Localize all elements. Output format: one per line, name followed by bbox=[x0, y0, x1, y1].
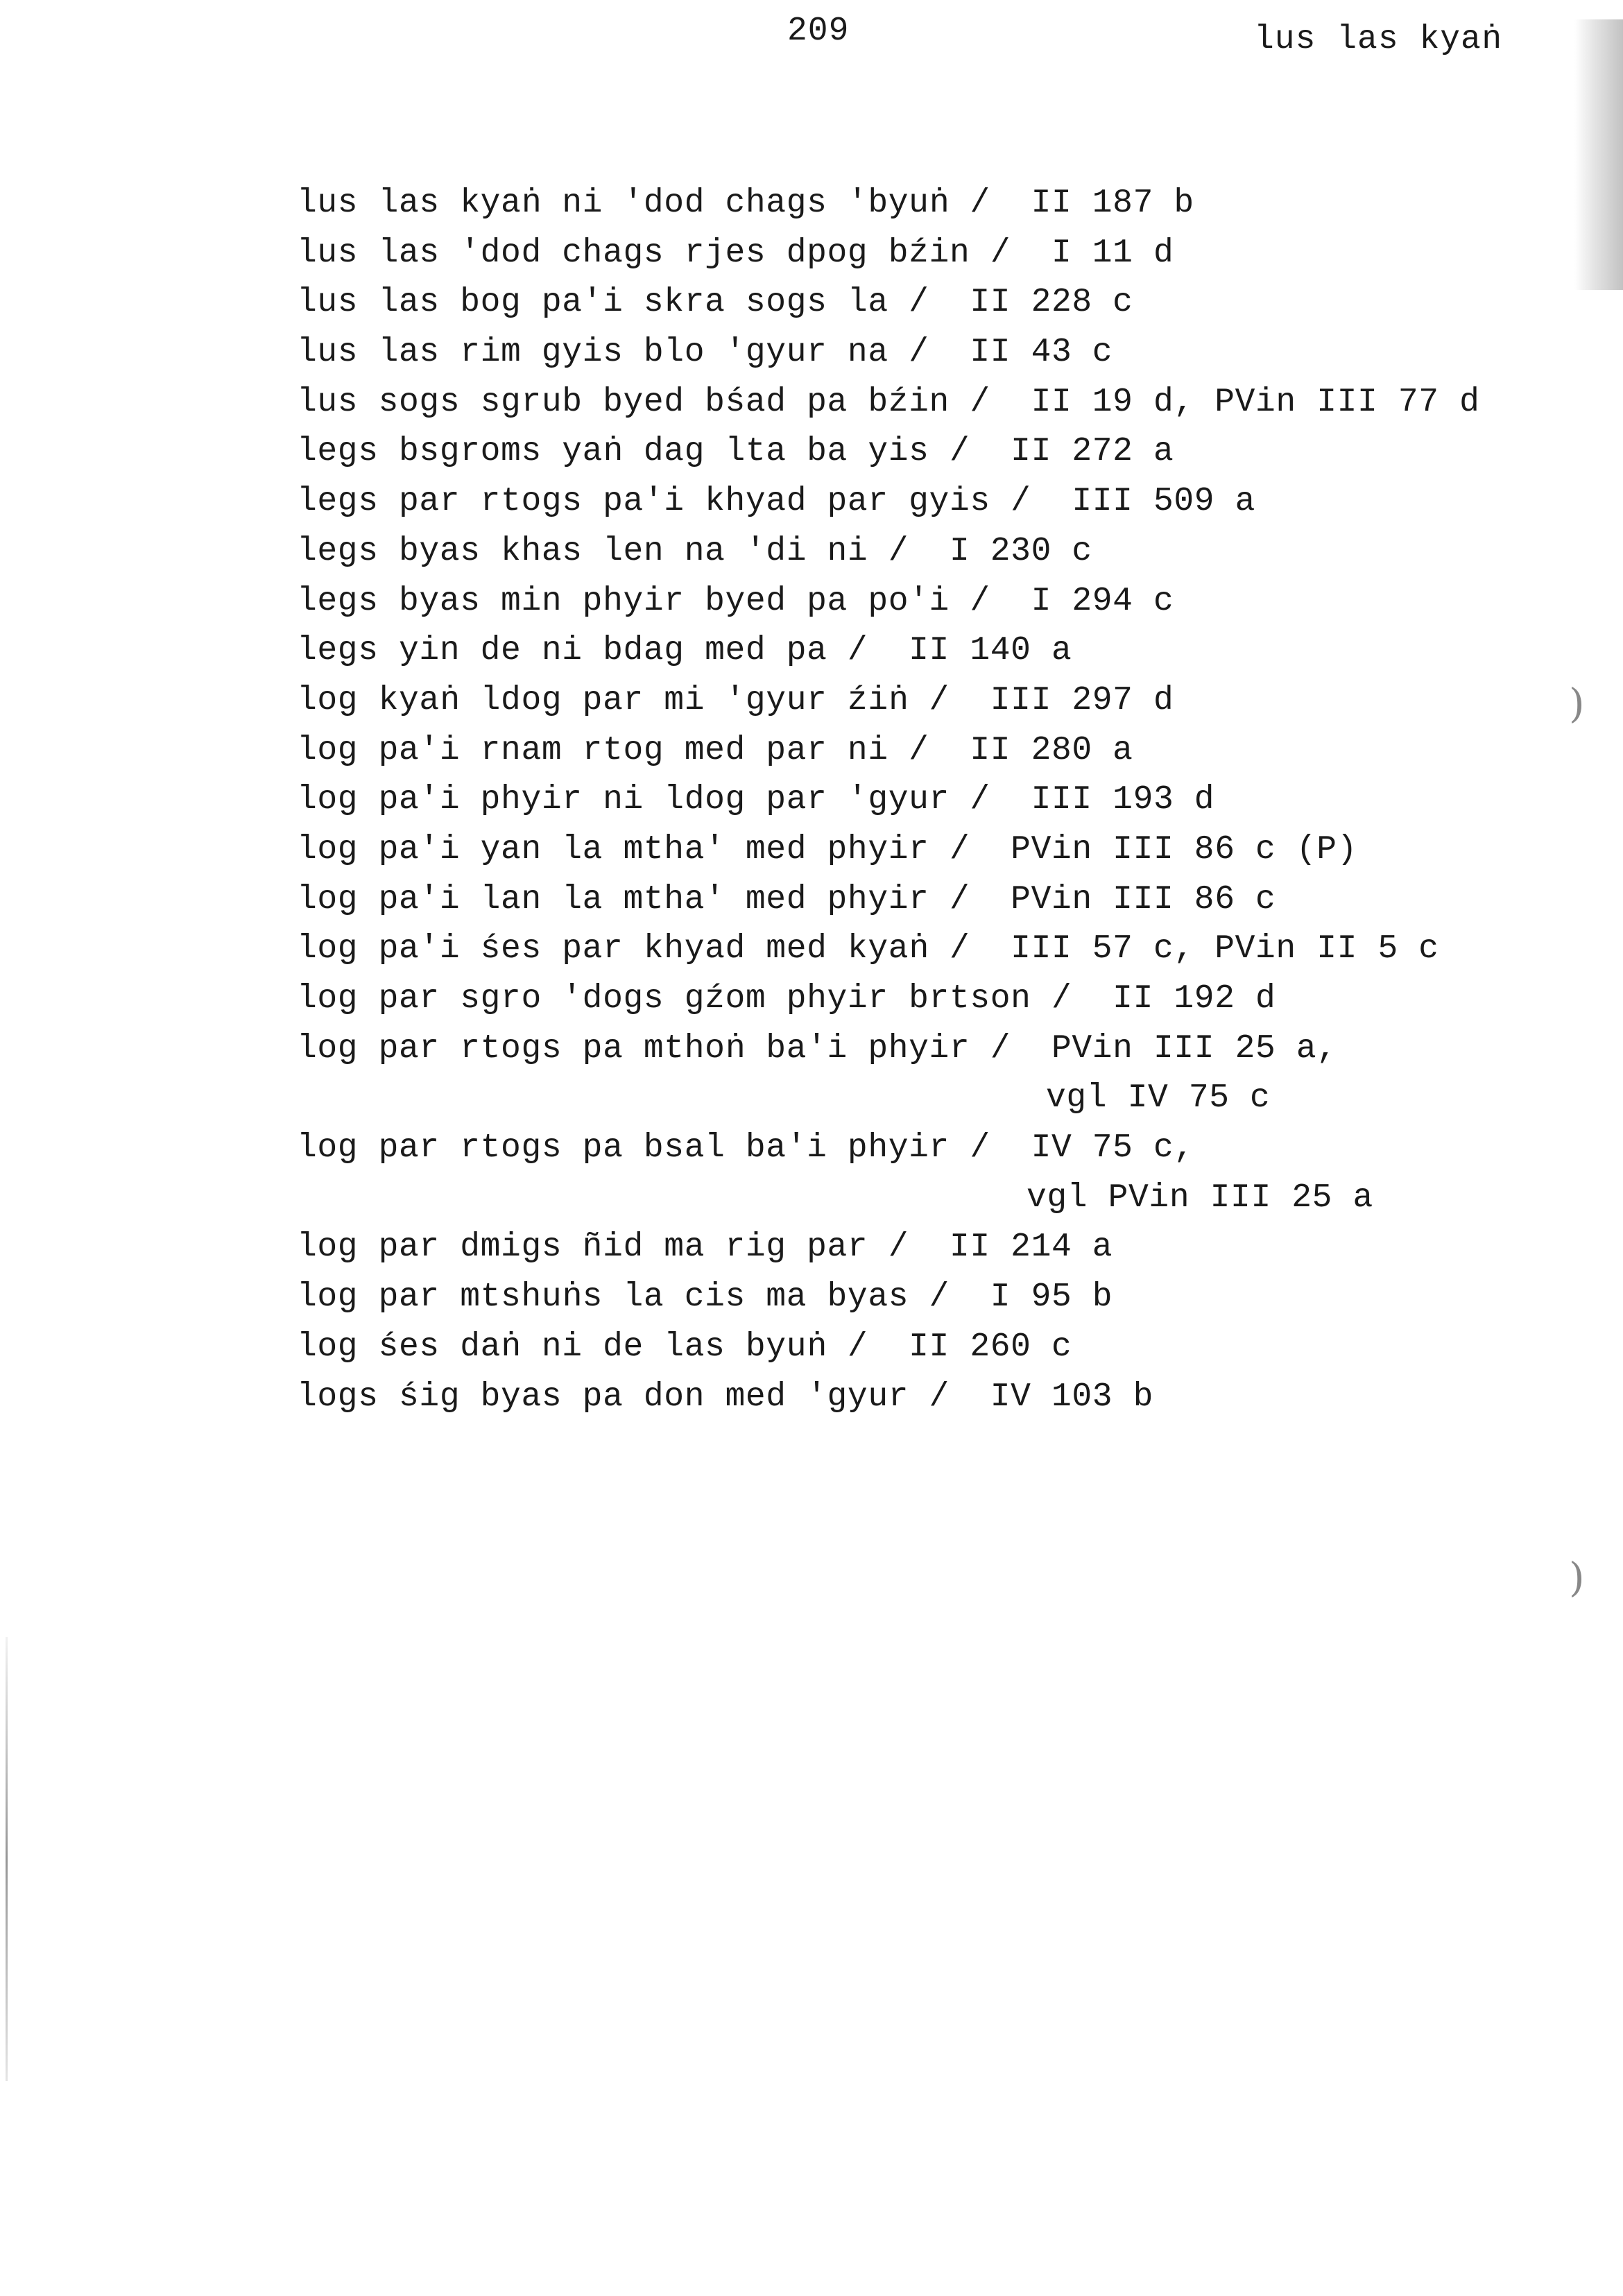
index-entry: log par mtshuṅs la cis ma byas / I 95 b bbox=[297, 1278, 1113, 1317]
index-entry: logs śig byas pa don med 'gyur / IV 103 b bbox=[297, 1378, 1153, 1416]
index-entry-continuation: vgl PVin III 25 a bbox=[1027, 1179, 1373, 1217]
index-entry: lus las bog pa'i skra sogs la / II 228 c bbox=[297, 284, 1133, 322]
scan-shadow bbox=[1574, 19, 1623, 290]
margin-mark: ) bbox=[1569, 1554, 1585, 1601]
index-entry: log pa'i lan la mtha' med phyir / PVin III 86 c bbox=[297, 880, 1276, 918]
scan-edge-line bbox=[6, 1637, 8, 2081]
index-entry-continuation: vgl IV 75 c bbox=[1046, 1079, 1271, 1117]
index-entry: log kyaṅ ldog par mi 'gyur źiṅ / III 297 d bbox=[297, 681, 1174, 719]
index-entry: legs yin de ni bdag med pa / II 140 a bbox=[297, 632, 1072, 670]
index-entry: legs byas khas len na 'di ni / I 230 c bbox=[297, 532, 1092, 570]
index-entry: lus sogs sgrub byed bśad pa bźin / II 19 d, PVin III 77 d bbox=[297, 383, 1480, 421]
index-entry: log pa'i rnam rtog med par ni / II 280 a bbox=[297, 731, 1133, 769]
index-entry: lus las 'dod chags rjes dpog bźin / I 11 d bbox=[297, 234, 1174, 272]
margin-mark: ) bbox=[1569, 680, 1585, 727]
running-head: lus las kyaṅ bbox=[1254, 21, 1502, 58]
index-entry: legs bsgroms yaṅ dag lta ba yis / II 272 a bbox=[297, 433, 1174, 471]
verse-index-list bbox=[297, 179, 1479, 1422]
index-entry: legs byas min phyir byed pa po'i / I 294 c bbox=[297, 582, 1174, 620]
index-entry: legs par rtogs pa'i khyad par gyis / III 509 a bbox=[297, 483, 1256, 521]
index-entry: lus las kyaṅ ni 'dod chags 'byuṅ / II 187 b bbox=[297, 185, 1194, 222]
index-entry: log pa'i phyir ni ldog par 'gyur / III 193 d bbox=[297, 781, 1215, 819]
index-entry: log par rtogs pa bsal ba'i phyir / IV 75 c, bbox=[297, 1129, 1194, 1167]
index-entry: log pa'i śes par khyad med kyaṅ / III 57 c, PVin II 5 c bbox=[297, 930, 1439, 968]
index-entry: log pa'i yan la mtha' med phyir / PVin III 86 c (P) bbox=[297, 830, 1358, 868]
page-number: 209 bbox=[787, 12, 850, 50]
index-entry: log par sgro 'dogs gźom phyir brtson / II 192 d bbox=[297, 980, 1276, 1018]
index-entry: log par dmigs ñid ma rig par / II 214 a bbox=[297, 1228, 1113, 1267]
index-entry: log par rtogs pa mthoṅ ba'i phyir / PVin III 25 a, bbox=[297, 1029, 1337, 1068]
index-entry: log śes daṅ ni de las byuṅ / II 260 c bbox=[297, 1328, 1072, 1366]
index-entry: lus las rim gyis blo 'gyur na / II 43 c bbox=[297, 334, 1113, 372]
